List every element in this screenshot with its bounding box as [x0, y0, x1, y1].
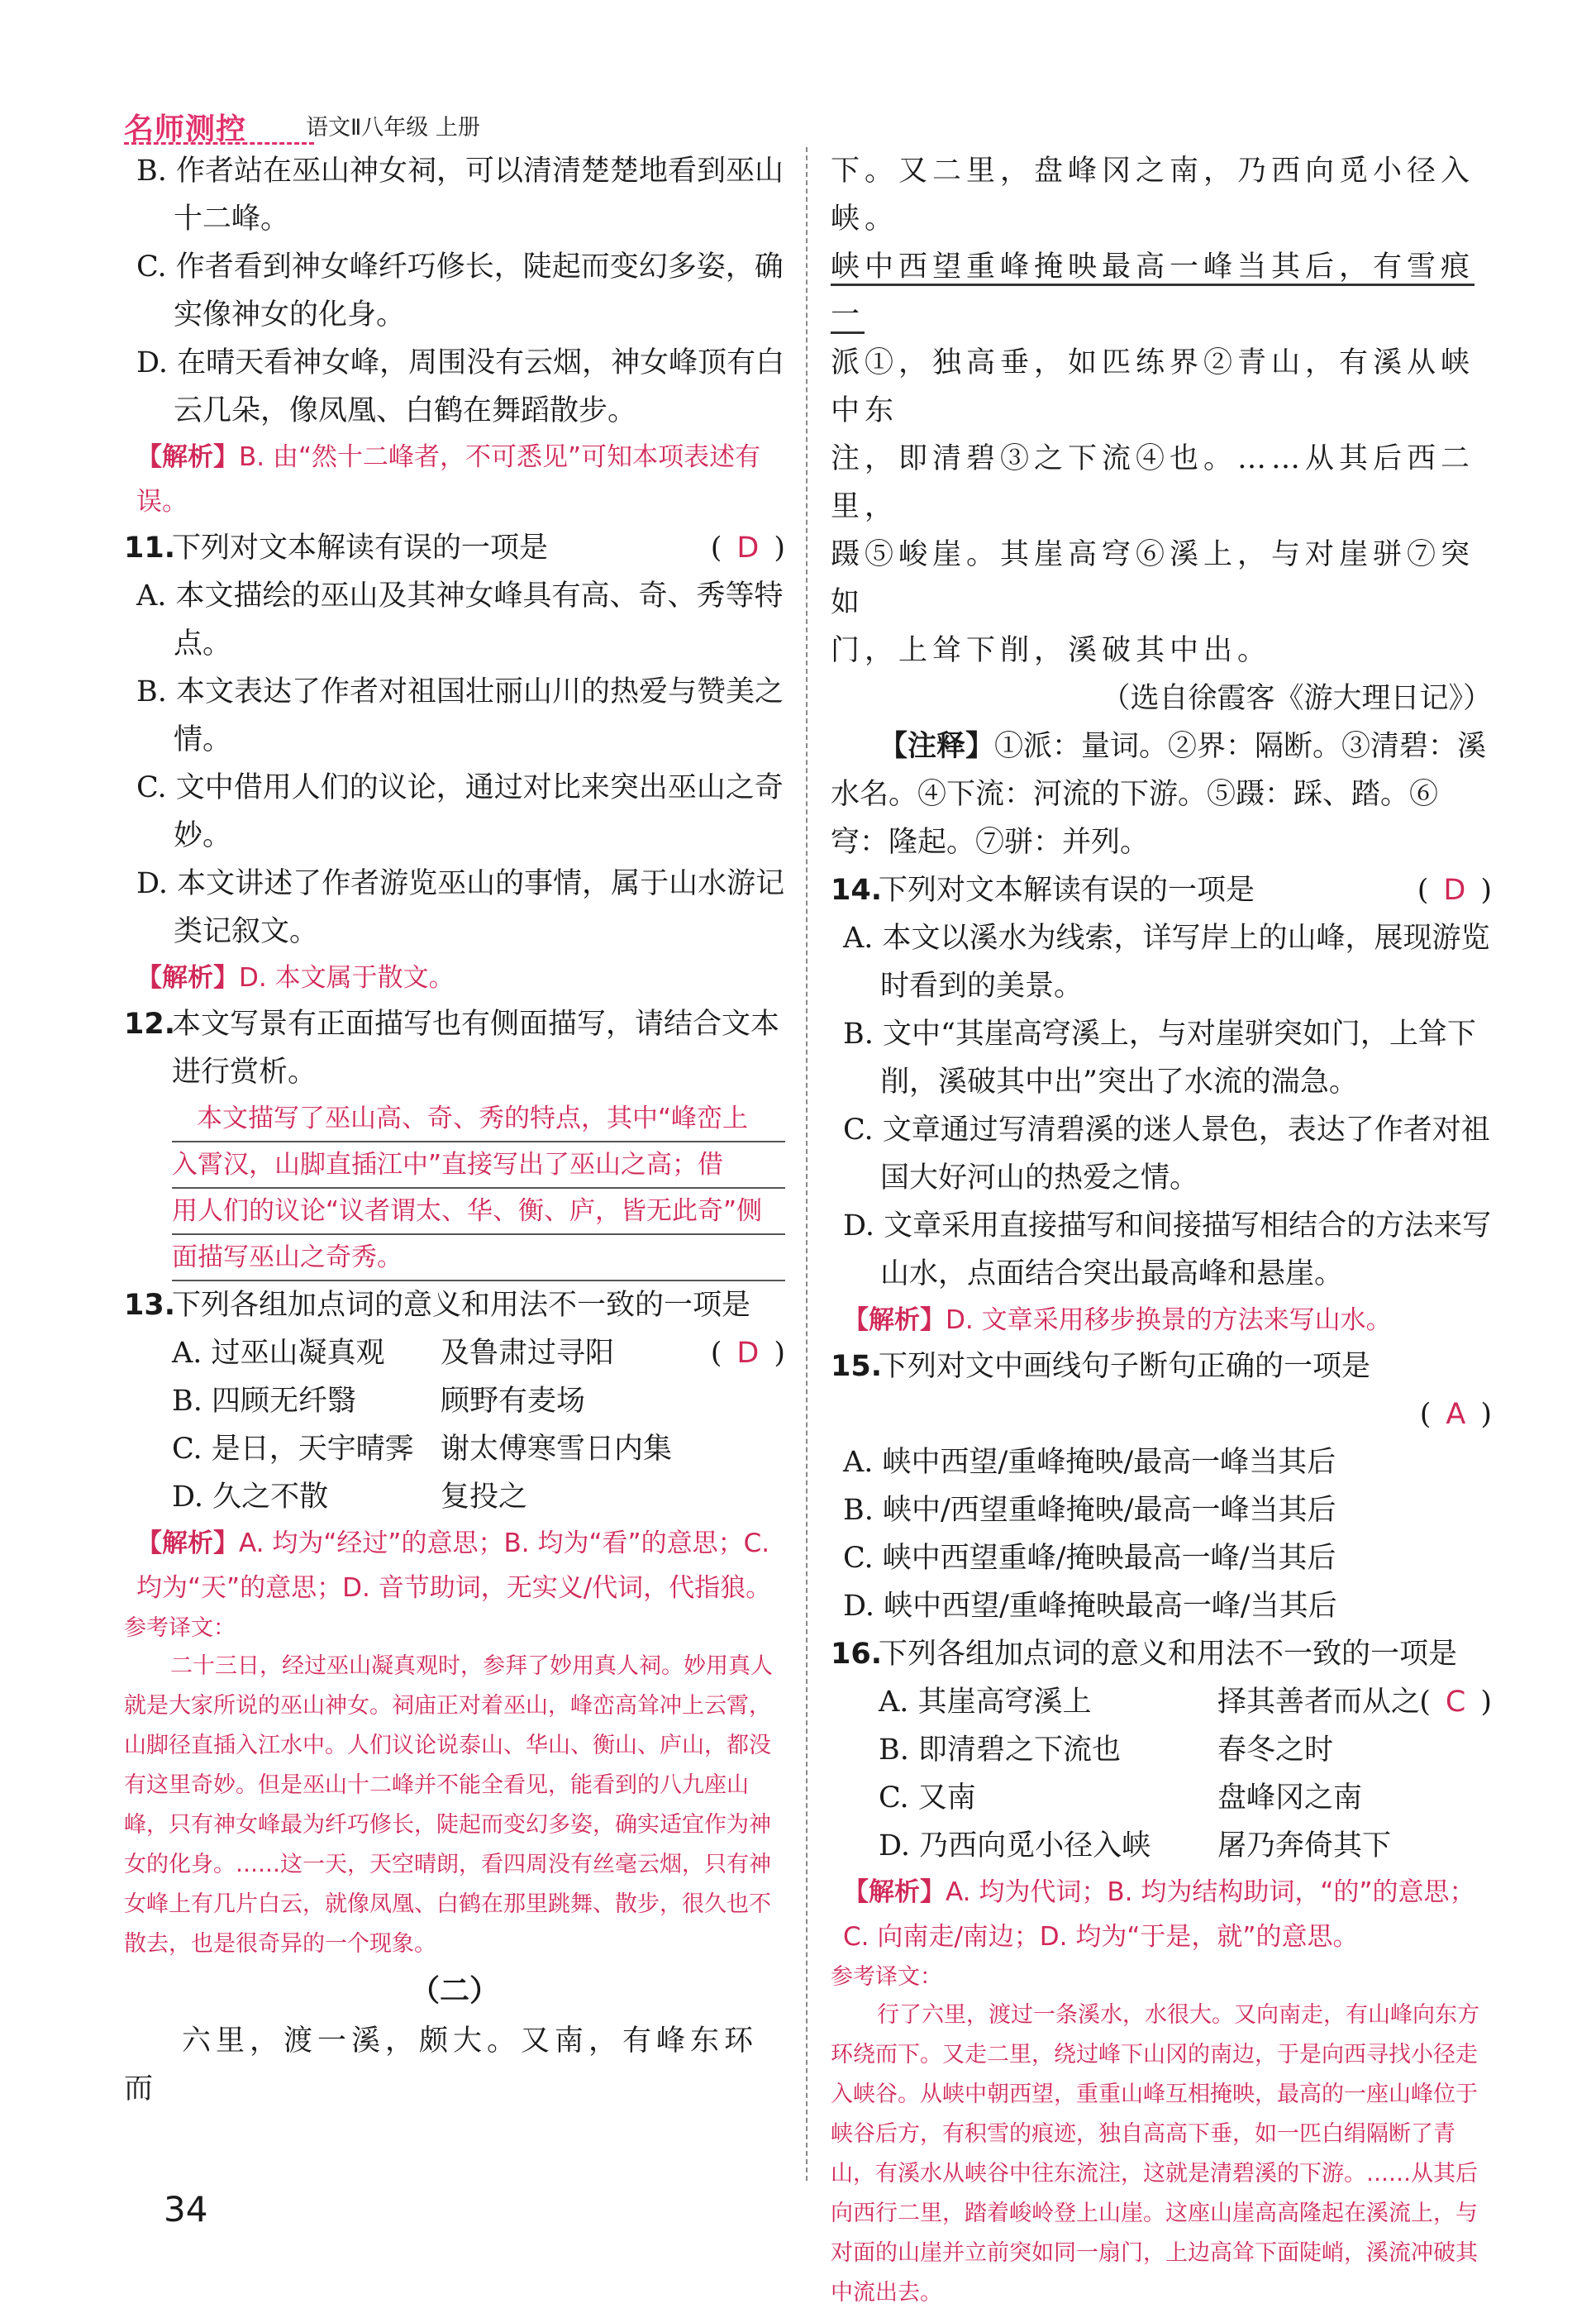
question-number: 14. — [831, 874, 883, 907]
question-number: 15. — [831, 1350, 883, 1383]
answer-letter: C — [1445, 1686, 1466, 1719]
answer-line: 本文描写了巫山高、奇、秀的特点，其中“峰峦上 — [172, 1096, 785, 1142]
analysis-text: D. 本文属于散文。 — [239, 963, 455, 993]
q15-option-a: A. 峡中西望/重峰掩映/最高一峰当其后 — [843, 1446, 1336, 1479]
option-right: 择其善者而从之 — [1217, 1686, 1421, 1719]
q10-option-b: B. 作者站在巫山神女祠，可以清清楚楚地看到巫山十二峰。 — [136, 155, 784, 236]
q10-option-d: D. 在晴天看神女峰，周围没有云烟，神女峰顶有白云几朵，像凤凰、白鹤在舞蹈散步。 — [136, 346, 785, 427]
q14-option-d: D. 文章采用直接描写和间接描写相结合的方法来写山水，点面结合突出最高峰和悬崖。 — [843, 1209, 1492, 1290]
option-left: B. 即清碧之下流也 — [879, 1734, 1121, 1767]
passage-line: 派①，独高垂，如匹练界②青山，有溪从峡中东 — [831, 346, 1475, 427]
option-left: A. 其崖高穹溪上 — [879, 1686, 1092, 1719]
q16-option-c — [831, 1774, 1492, 1822]
question-stem: 下列对文中画线句子断句正确的一项是 — [879, 1350, 1371, 1383]
answer-letter: D — [1443, 874, 1466, 907]
passage-line: 下。又二里，盘峰冈之南，乃西向觅小径入峡。 — [831, 155, 1475, 236]
section-heading: （二） — [409, 1973, 499, 2008]
question-stem: 下列对文本解读有误的一项是 — [879, 874, 1255, 907]
page-header — [124, 106, 1496, 147]
passage-text: 六里，渡一溪，颇大。又南，有峰东环而 — [124, 2024, 759, 2106]
q13-option-a — [124, 1329, 785, 1377]
reference-translation: 二十三日，经过巫山凝真观时，参拜了妙用真人祠。妙用真人就是大家所说的巫山神女。祠庙正对着巫山，峰峦高耸冲上云霄，山脚径直插入江水中。人们议论说泰山、华山、衡山、庐山，都没有这里奇妙。但是巫山十二峰并不能全看见，能看到的八九座山峰，只有神女峰最为纤巧修长，陡起而变幻多姿，确实适宜作为神女的化身。……这一天，天空晴朗，看四周没有丝毫云烟，只有神女峰上有几片白云，就像凤凰、白鹤在那里跳舞、散步，很久也不散去，也是很奇异的一个现象。 — [124, 1653, 773, 1957]
question-11 — [124, 524, 785, 572]
answer-bracket: ( D ) — [710, 532, 785, 565]
annotation-notes — [831, 723, 1492, 866]
q16-analysis — [831, 1870, 1492, 1959]
analysis-tag: 【解析】 — [136, 442, 239, 472]
question-number: 16. — [831, 1638, 883, 1671]
q15-option-d: D. 峡中西望/重峰掩映最高一峰/当其后 — [843, 1590, 1337, 1623]
analysis-text: B. 由“然十二峰者，不可悉见”可知本项表述有误。 — [136, 442, 761, 517]
analysis-text: A. 均为“经过”的意思；B. 均为“看”的意思；C. 均为“天”的意思；D. 音节助词，无实义/代词，代指狼。 — [136, 1528, 772, 1603]
q16-option-a — [831, 1678, 1492, 1726]
option-left: C. 又南 — [879, 1781, 976, 1815]
question-number: 11. — [124, 532, 176, 565]
q14-option-c: C. 文章通过写清碧溪的迷人景色，表达了作者对祖国大好河山的热爱之情。 — [843, 1114, 1490, 1195]
answer-bracket: ( C ) — [1419, 1686, 1492, 1719]
q11-option-d: D. 本文讲述了作者游览巫山的事情，属于山水游记类记叙文。 — [136, 867, 785, 948]
option-left: B. 四顾无纤翳 — [172, 1385, 356, 1418]
answer-bracket: ( D ) — [1417, 874, 1492, 907]
option-left: D. 乃西向觅小径入峡 — [879, 1829, 1151, 1862]
q11-option-c: C. 文中借用人们的议论，通过对比来突出巫山之奇妙。 — [136, 771, 784, 852]
note-text: ①派：量词。②界：隔断。③清碧：溪水名。④下流：河流的下游。⑤蹑：踩、踏。⑥穹：隆起。⑦骈：并列。 — [831, 730, 1487, 859]
q11-option-b: B. 本文表达了作者对祖国壮丽山川的热爱与赞美之情。 — [136, 675, 784, 756]
q10-options — [124, 147, 785, 435]
q15-option-c: C. 峡中西望重峰/掩映最高一峰/当其后 — [843, 1542, 1336, 1575]
q14-option-a: A. 本文以溪水为线索，详写岸上的山峰，展现游览时看到的美景。 — [843, 922, 1490, 1003]
option-right: 复投之 — [441, 1481, 528, 1514]
option-right: 盘峰冈之南 — [1217, 1781, 1363, 1815]
passage-line: 注，即清碧③之下流④也。……从其后西二里， — [831, 442, 1475, 523]
question-14 — [831, 866, 1492, 914]
answer-line: 用人们的议论“议者谓太、华、衡、庐，皆无此奇”侧 — [172, 1189, 785, 1235]
note-tag: 【注释】 — [879, 730, 995, 763]
option-left: D. 久之不散 — [172, 1481, 329, 1514]
option-left: A. 过巫山凝真观 — [172, 1337, 385, 1370]
q16-option-b — [831, 1726, 1492, 1774]
page-number: 34 — [164, 2189, 208, 2230]
option-right: 屠乃奔倚其下 — [1217, 1829, 1392, 1862]
reference-translation-title: 参考译文： — [831, 1964, 942, 1990]
brand-underline — [124, 142, 314, 145]
passage-line: 蹑⑤峻崖。其崖高穹⑥溪上，与对崖骈⑦突如 — [831, 538, 1475, 619]
option-left: C. 是日，天宇晴霁 — [172, 1433, 414, 1466]
option-right: 春冬之时 — [1217, 1734, 1334, 1767]
passage-line: 门，上耸下削，溪破其中出。 — [831, 634, 1272, 667]
analysis-tag: 【解析】 — [136, 963, 239, 993]
passage-line-underlined — [831, 243, 1492, 339]
question-12 — [124, 1000, 785, 1096]
q11-option-a: A. 本文描绘的巫山及其神女峰具有高、奇、秀等特点。 — [136, 579, 784, 661]
brand-logo: 名师测控 — [124, 112, 247, 146]
answer-line: 面描写巫山之奇秀。 — [172, 1235, 785, 1281]
q11-analysis — [124, 956, 785, 1000]
question-15 — [831, 1342, 1492, 1438]
subject-label: 语文Ⅱ八年级 上册 — [306, 115, 480, 141]
q13-option-d — [124, 1473, 785, 1521]
q15-option-b: B. 峡中/西望重峰掩映/最高一峰当其后 — [843, 1494, 1336, 1527]
reference-translation-title: 参考译文： — [124, 1615, 236, 1641]
analysis-tag: 【解析】 — [843, 1305, 946, 1335]
answer-letter: D — [736, 532, 760, 565]
option-right: 谢太傅寒雪日内集 — [441, 1433, 673, 1466]
answer-letter: A — [1446, 1398, 1466, 1431]
question-number: 12. — [124, 1008, 176, 1041]
analysis-tag: 【解析】 — [843, 1877, 946, 1907]
q13-analysis — [124, 1521, 785, 1610]
question-stem: 本文写景有正面描写也有侧面描写，请结合文本进行赏析。 — [172, 1008, 780, 1089]
q14-option-b: B. 文中“其崖高穹溪上，与对崖骈突如门，上耸下削，溪破其中出”突出了水流的湍急。 — [843, 1018, 1476, 1099]
q10-analysis — [124, 435, 785, 524]
underlined-sentence: 峡中西望重峰掩映最高一峰当其后，有雪痕一 — [831, 250, 1475, 334]
question-stem: 下列对文本解读有误的一项是 — [172, 532, 549, 565]
q12-answer — [124, 1096, 785, 1281]
right-column — [831, 147, 1492, 2313]
q13-option-b — [124, 1377, 785, 1425]
passage-source: （选自徐霞客《游大理日记》） — [1101, 682, 1492, 715]
analysis-text: A. 均为代词；B. 均为结构助词，“的”的意思；C. 向南走/南边；D. 均为“于是，就”的意思。 — [843, 1877, 1475, 1952]
reference-translation: 行了六里，渡过一条溪水，水很大。又向南走，有山峰向东方环绕而下。又走二里，绕过峰下山冈的南边，于是向西寻找小径走入峡谷。从峡中朝西望，重重山峰互相掩映，最高的一座山峰位于峡谷后方，有积雪的痕迹，独自高高下垂，如一匹白绢隔断了青山，有溪水从峡谷中往东流注，这就是清碧溪的下游。……从其后向西行二里，踏着峻岭登上山崖。这座山崖高高隆起在溪流上，与对面的山崖并立前突如同一扇门，上边高耸下面陡峭，溪流冲破其中流出去。 — [831, 2002, 1479, 2306]
q13-option-c — [124, 1425, 785, 1473]
question-stem: 下列各组加点词的意义和用法不一致的一项是 — [172, 1289, 751, 1322]
question-number: 13. — [124, 1289, 176, 1322]
analysis-tag: 【解析】 — [136, 1528, 239, 1558]
answer-bracket: ( D ) — [710, 1337, 785, 1370]
answer-bracket: ( A ) — [1419, 1398, 1492, 1431]
column-divider — [806, 147, 808, 2181]
option-right: 顾野有麦场 — [441, 1385, 586, 1418]
left-column — [124, 147, 785, 2113]
q10-option-c: C. 作者看到神女峰纤巧修长，陡起而变幻多姿，确实像神女的化身。 — [136, 250, 784, 331]
answer-letter: D — [736, 1337, 760, 1370]
answer-line: 入霄汉，山脚直插江中”直接写出了巫山之高；借 — [172, 1142, 785, 1189]
q14-analysis — [831, 1298, 1492, 1342]
analysis-text: D. 文章采用移步换景的方法来写山水。 — [946, 1305, 1392, 1335]
question-stem: 下列各组加点词的意义和用法不一致的一项是 — [879, 1638, 1458, 1671]
option-right: 及鲁肃过寻阳 — [441, 1337, 615, 1370]
q16-option-d — [831, 1822, 1492, 1870]
